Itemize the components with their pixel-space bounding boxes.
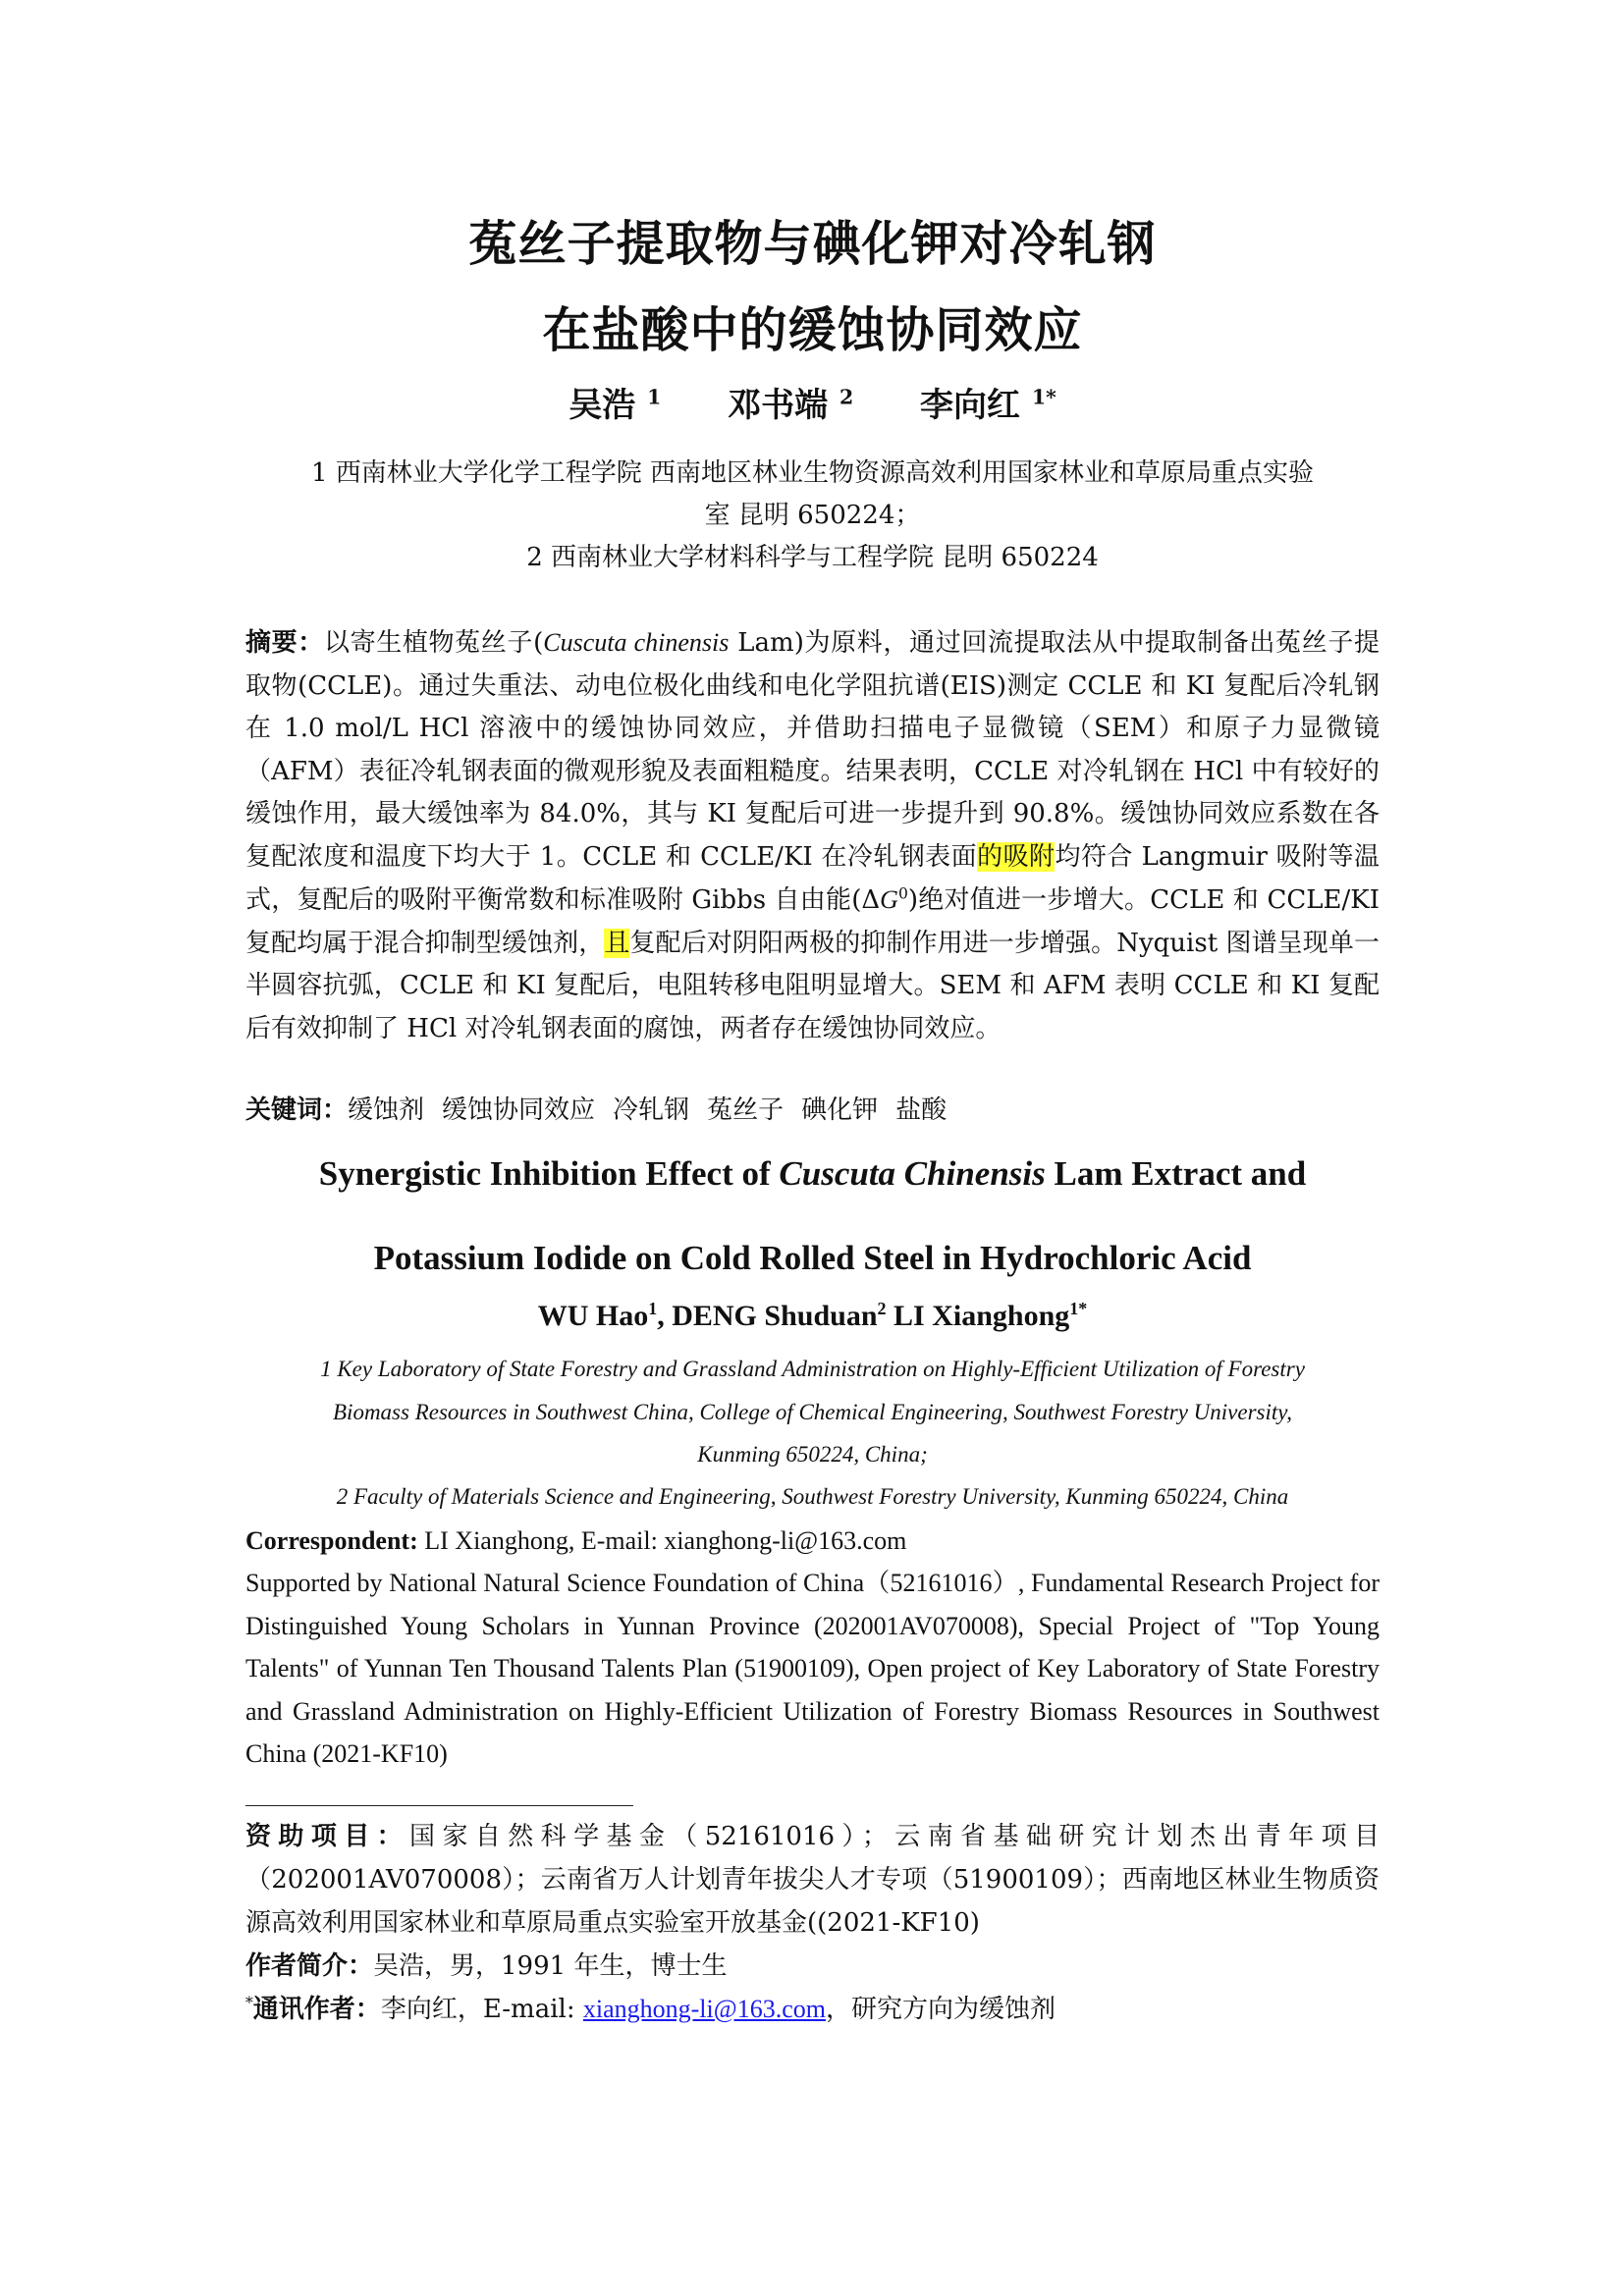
authors-en: WU Hao$^1$, DENG Shuduan$^2$ LI Xianghong$^{1*}$ [537,1299,1088,1332]
keyword: 碘化钾 [801,1095,879,1125]
author-bio-label: 作者简介： [245,1951,374,1981]
keyword: 菟丝子 [707,1095,785,1125]
species-name: Cuscuta chinensis [543,628,730,657]
corresponding-author-footnote: *通讯作者：李向红，E-mail: xianghong-li@163.com，研究方向为缓蚀剂 [245,1994,1056,2024]
email-link[interactable]: xianghong-li@163.com [582,1995,826,2023]
author-zh: 李向红 $^{1*}$ [920,385,1056,425]
highlight-mark: 且 [604,928,630,958]
corresponding-author-label: 通讯作者： [252,1995,381,2024]
highlight-mark: 的吸附 [977,841,1056,872]
affiliation-en-2: 2 Faculty of Materials Science and Engineering, Southwest Forestry University, Kunming 650224, China [336,1484,1289,1509]
keywords-zh [245,1090,1380,1132]
title-zh-line1: 菟丝子提取物与碘化钾对冷轧钢 [468,216,1157,272]
funding-footnote: 资助项目：国家自然科学基金（52161016）；云南省基础研究计划杰出青年项目（202001AV070008）；云南省万人计划青年拔尖人才专项（51900109）；西南地区林业生物质资源高效利用国家林业和草原局重点实验室开放基金((2021-KF10) [245,1822,1380,1938]
abstract-label: 摘要： [245,628,324,658]
correspondent: Correspondent: LI Xianghong, E-mail: xianghong-li@163.com [245,1526,907,1555]
affiliation-zh-1: 1 西南林业大学化学工程学院 西南地区林业生物资源高效利用国家林业和草原局重点实验 [310,458,1315,488]
affiliation-en-1-city: Kunming 650224, China; [697,1442,928,1467]
support-statement: Supported by National Natural Science Foundation of China（52161016）, Fundamental Research Project for Distinguished Young Scholars in Yunnan Province (202001AV070008), Special Project of "Top Young Talents" of Yunnan Ten Thousand Talents Plan (51900109), Open project of Key Laboratory of State Forestry and Grassland Administration on Highly-Efficient Utilization of Forestry Biomass Resources in Southwest China (2021-KF10) [245,1569,1380,1769]
keyword: 缓蚀剂 [348,1095,425,1125]
author-bio-footnote: 作者简介：吴浩，男，1991 年生，博士生 [245,1951,728,1981]
affiliation-zh-2: 2 西南林业大学材料科学与工程学院 昆明 650224 [526,543,1099,572]
title-en-line2: Potassium Iodide on Cold Rolled Steel in Hydrochloric Acid [373,1239,1252,1277]
correspondent-label: Correspondent: [245,1526,418,1555]
affiliation-zh-1-cont: 室 昆明 650224； [704,501,921,530]
keyword: 冷轧钢 [613,1095,690,1125]
affiliation-en-1: 1 Key Laboratory of State Forestry and Grassland Administration on Highly-Efficient Utilization of Forestry [320,1357,1305,1381]
author-zh: 邓书端 $^2$ [728,385,854,425]
keyword: 缓蚀协同效应 [442,1095,596,1125]
affiliation-en-1-cont: Biomass Resources in Southwest China, College of Chemical Engineering, Southwest Forestry University, [333,1400,1292,1424]
author-zh: 吴浩 $^1$ [568,385,662,425]
keywords-label: 关键词： [245,1095,349,1125]
keyword: 盐酸 [895,1095,947,1125]
footnote-divider [245,1805,633,1806]
title-en-line1: Synergistic Inhibition Effect of Cuscuta Chinensis Lam Extract and [318,1154,1307,1193]
funding-label: 资助项目： [245,1822,410,1851]
authors-zh [245,378,1380,426]
title-zh-line2: 在盐酸中的缓蚀协同效应 [542,302,1083,358]
abstract-zh: 摘要：以寄生植物菟丝子(Cuscuta chinensis Lam)为原料，通过回流提取法从中提取制备出菟丝子提取物(CCLE)。通过失重法、动电位极化曲线和电化学阻抗谱(EIS)测定 CCLE 和 KI 复配后冷轧钢在 1.0 mol/L HCl 溶液中的缓蚀协同效应，并借助扫描电子显微镜（SEM）和原子力显微镜（AFM）表征冷轧钢表面的微观形貌及表面粗糙度。结果表明，CCLE 对冷轧钢在 HCl 中有较好的缓蚀作用，最大缓蚀率为 84.0%，其与 KI 复配后可进一步提升到 90.8%。缓蚀协同效应系数在各复配浓度和温度下均大于 1。CCLE 和 CCLE/KI 在冷轧钢表面的吸附均符合 Langmuir 吸附等温式，复配后的吸附平衡常数和标准吸附 Gibbs 自由能$(\Delta G^0)$绝对值进一步增大。CCLE 和 CCLE/KI 复配均属于混合抑制型缓蚀剂，且复配后对阴阳两极的抑制作用进一步增强。Nyquist 图谱呈现单一半圆容抗弧，CCLE 和 KI 复配后，电阻转移电阻明显增大。SEM 和 AFM 表明 CCLE 和 KI 复配后有效抑制了 HCl 对冷轧钢表面的腐蚀，两者存在缓蚀协同效应。 [245,628,1380,1043]
